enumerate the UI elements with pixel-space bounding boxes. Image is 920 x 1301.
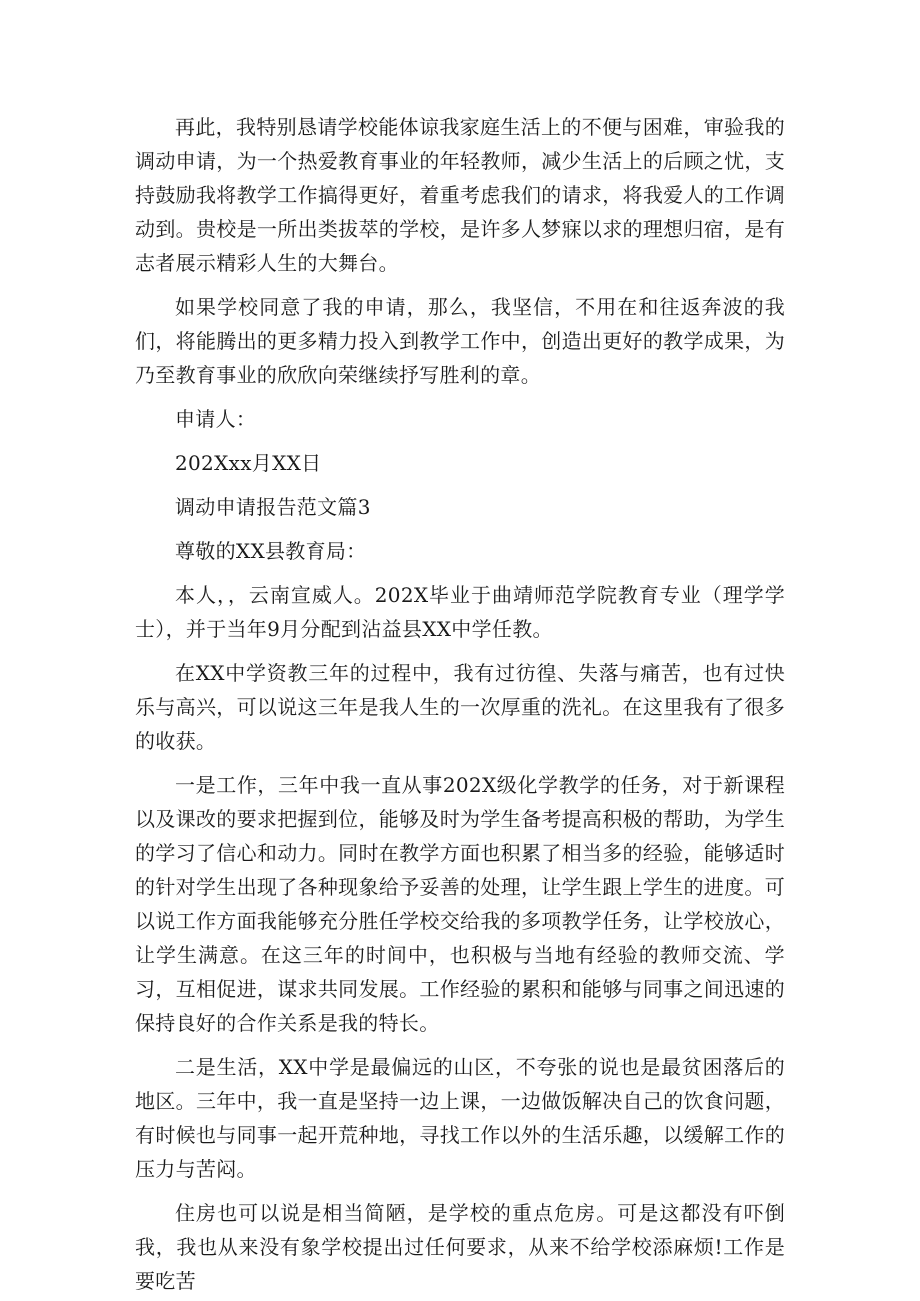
section-title: 调动申请报告范文篇3: [175, 495, 371, 519]
paragraph-if-approved: 如果学校同意了我的申请，那么，我坚信，不用在和往返奔波的我们，将能腾出的更多精力投入到教学工作中，创造出更好的教学成果，为乃至教育事业的欣欣向荣继续抒写胜利的章。: [135, 295, 785, 387]
salutation: 尊敬的XX县教育局：: [175, 539, 367, 563]
paragraph-life: 二是生活，XX中学是最偏远的山区，不夸张的说也是最贫困落后的地区。三年中，我一直是坚持一边上课，一边做饭解决自己的饮食问题，有时候也与同事一起开荒种地，寻找工作以外的生活乐趣，以缓解工作的压力与苦闷。: [135, 1055, 785, 1181]
date-line: 202Xxx月XX日: [175, 451, 322, 475]
paragraph-work: 一是工作，三年中我一直从事202X级化学教学的任务，对于新课程以及课改的要求把握到位，能够及时为学生备考提高积极的帮助，为学生的学习了信心和动力。同时在教学方面也积累了相当多的经验，能够适时的针对学生出现了各种现象给予妥善的处理，让学生跟上学生的进度。可以说工作方面我能够充分胜任学校交给我的多项教学任务，让学校放心，让学生满意。在这三年的时间中，也积极与当地有经验的教师交流、学习，互相促进，谋求共同发展。工作经验的累积和能够与同事之间迅速的保持良好的合作关系是我的特长。: [135, 773, 785, 1035]
paragraph-self-introduction: 本人，，云南宣威人。202X毕业于曲靖师范学院教育专业（理学学士），并于当年9月分配到沾益县XX中学任教。: [135, 583, 785, 641]
applicant-label: 申请人：: [175, 407, 257, 431]
paragraph-request-consideration: 再此，我特别恳请学校能体谅我家庭生活上的不便与困难，审验我的调动申请，为一个热爱教育事业的年轻教师，减少生活上的后顾之忧，支持鼓励我将教学工作搞得更好，着重考虑我们的请求，将我爱人的工作调动到。贵校是一所出类拔萃的学校，是许多人梦寐以求的理想归宿，是有志者展示精彩人生的大舞台。: [135, 115, 785, 275]
paragraph-housing: 住房也可以说是相当简陋，是学校的重点危房。可是这都没有吓倒我，我也从来没有象学校提出过任何要求，从来不给学校添麻烦!工作是要吃苦: [135, 1201, 785, 1293]
paragraph-three-years: 在XX中学资教三年的过程中，我有过彷徨、失落与痛苦，也有过快乐与高兴，可以说这三年是我人生的一次厚重的洗礼。在这里我有了很多的收获。: [135, 661, 785, 753]
